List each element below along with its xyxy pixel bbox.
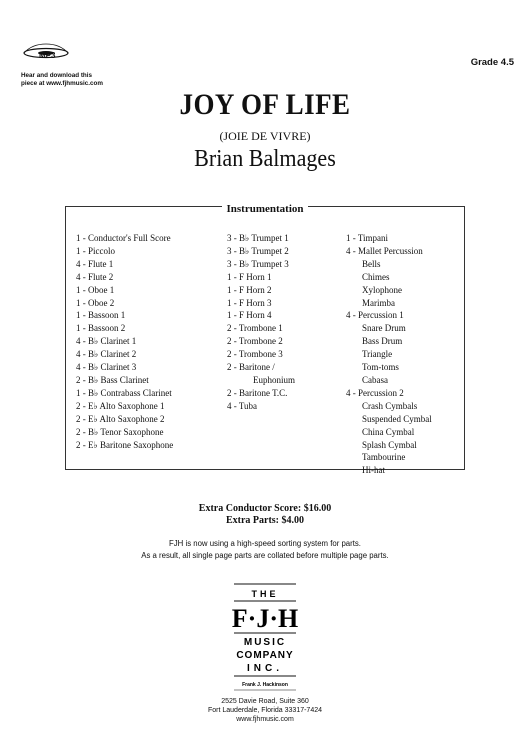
website-link[interactable]: www.fjhmusic.com [236,716,294,723]
instrument-item: 3 - B♭ Trumpet 1 [227,233,289,243]
instrument-item: 2 - B♭ Tenor Saxophone [76,426,164,437]
instrument-item: 3 - B♭ Trumpet 2 [227,245,289,256]
instrument-column-1 [76,232,173,451]
instrument-item-continuation: Euphonium [253,374,295,385]
instrument-subitem: Triangle [362,349,393,360]
page-subtitle: (JOIE DE VIVRE) [219,129,311,143]
instrument-subitem: Xylophone [362,284,402,295]
extra-prices [0,503,530,527]
instrument-item: 1 - Bassoon 1 [76,310,126,321]
instrument-item: 4 - B♭ Clarinet 3 [76,362,137,373]
page-title: JOY OF LIFE [179,88,351,121]
instrument-item: 2 - Baritone T.C. [227,387,288,398]
extra-parts-price: Extra Parts: $4.00 [225,515,305,526]
instrument-subitem: Chimes [362,271,390,282]
address-line1: 2525 Davie Road, Suite 360 [221,698,309,705]
instrument-item: 1 - B♭ Contrabass Clarinet [76,387,172,398]
logo-text-inc: INC. [247,663,283,674]
instrument-item: 4 - Tuba [227,400,258,411]
instrument-subitem: Bells [362,258,381,269]
instrument-item: 1 - Piccolo [76,245,115,256]
instrumentation-heading-text: Instrumentation [222,203,307,215]
instrument-item: 4 - Mallet Percussion [346,245,423,256]
instrument-item: 1 - Conductor's Full Score [76,233,171,243]
instrument-item: 4 - Flute 1 [76,258,114,269]
instrument-subitem: Splash Cymbal [362,439,417,450]
instrument-item: 1 - Oboe 1 [76,284,115,295]
instrument-item: 2 - E♭ Baritone Saxophone [76,439,174,450]
instrument-item: 4 - B♭ Clarinet 1 [76,336,137,347]
instrument-subitem: Cabasa [362,374,388,385]
instrument-subitem: China Cymbal [362,426,415,437]
logo-tagline: Frank J. Hackinson [242,682,288,688]
sorting-note-line1: FJH is now using a high-speed sorting system for parts. [169,539,361,548]
fjh-logo [232,583,298,693]
instrument-subitem: Tambourine [362,452,406,463]
instrument-subitem: Snare Drum [362,323,406,334]
instrument-subitem: Hi-hat [362,465,385,476]
grade-label: Grade 4.5 [470,57,514,68]
logo-text-the: THE [251,589,279,599]
instrument-item: 2 - B♭ Bass Clarinet [76,374,149,385]
logo-text-company: COMPANY [236,650,294,661]
instrument-item: 2 - E♭ Alto Saxophone 1 [76,400,165,411]
sorting-notes [0,538,530,562]
mp3-note-line2: piece at www.fjhmusic.com [21,80,103,87]
instrument-subitem: Suspended Cymbal [362,413,432,424]
conductor-score-price: Extra Conductor Score: $16.00 [198,503,332,514]
instrument-item: 2 - Trombone 3 [227,349,283,360]
instrument-item: 1 - F Horn 4 [227,310,272,321]
instrument-subitem: Marimba [362,297,395,308]
instrument-item: 4 - Percussion 1 [346,310,404,321]
instrument-item: 2 - E♭ Alto Saxophone 2 [76,413,165,424]
instrument-item: 2 - Trombone 1 [227,323,283,334]
company-address [0,697,530,724]
instrument-item: 4 - Percussion 2 [346,387,404,398]
instrument-item: 4 - B♭ Clarinet 2 [76,349,137,360]
instrument-item: 1 - Bassoon 2 [76,323,126,334]
logo-text-music: MUSIC [243,637,287,648]
instrument-item: 1 - Timpani [346,233,389,243]
instrument-item: 4 - Flute 2 [76,271,114,282]
instrument-subitem: Crash Cymbals [362,400,418,411]
sorting-note-line2: As a result, all single page parts are collated before multiple page parts. [141,551,389,560]
instrument-item: 1 - F Horn 3 [227,297,272,308]
mp3-label: MP3 [39,51,56,60]
instrument-subitem: Tom-toms [362,362,399,373]
instrument-column-2 [227,232,295,413]
instrument-item: 3 - B♭ Trumpet 3 [227,258,289,269]
instrument-item: 2 - Baritone / [227,362,275,373]
mp3-note-line1: Hear and download this [21,72,93,79]
composer-name: Brian Balmages [194,146,336,172]
instrument-item: 1 - F Horn 2 [227,284,272,295]
instrument-subitem: Bass Drum [362,336,403,347]
instrument-item: 1 - F Horn 1 [227,271,272,282]
instrument-item: 1 - Oboe 2 [76,297,115,308]
instrument-column-3 [346,232,432,477]
instrument-item: 2 - Trombone 2 [227,336,283,347]
address-line2: Fort Lauderdale, Florida 33317-7424 [207,707,323,714]
logo-text-fjh: F·J·H [232,604,298,633]
instrumentation-heading [0,199,530,217]
